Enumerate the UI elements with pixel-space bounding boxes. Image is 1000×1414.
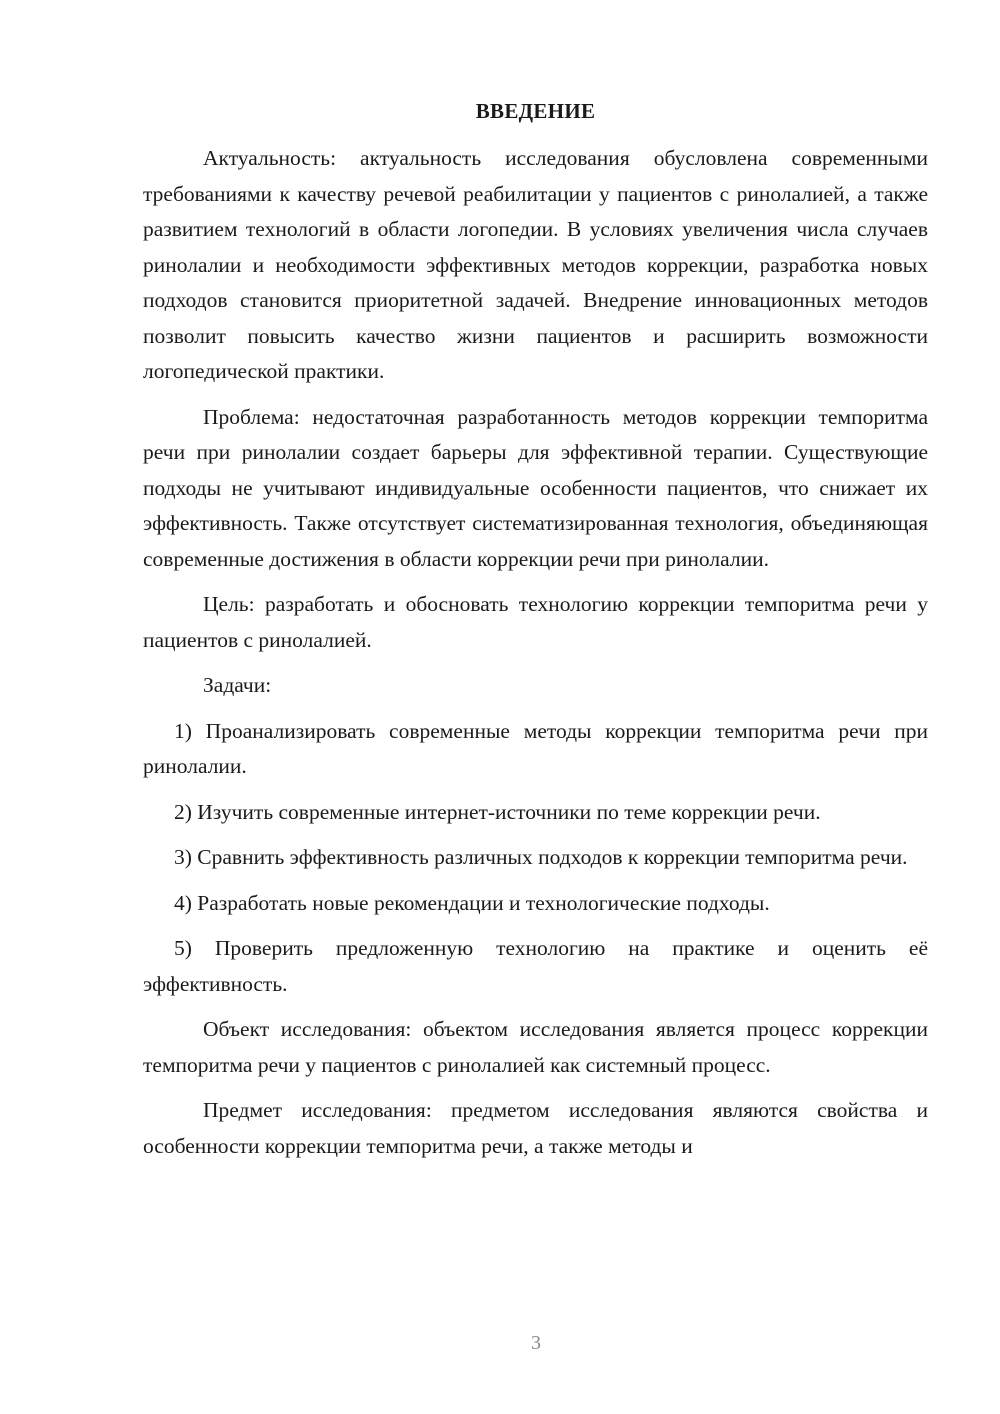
- paragraph-subject: Предмет исследования: предметом исследования являются свойства и особенности коррекции темпоритма речи, а также методы и: [143, 1098, 928, 1158]
- paragraph-goal: Цель: разработать и обосновать технологию коррекции темпоритма речи у пациентов с ринолалией.: [143, 592, 928, 652]
- task-item-1: 1) Проанализировать современные методы коррекции темпоритма речи при ринолалии.: [143, 718, 928, 778]
- paragraph-problem: Проблема: недостаточная разработанность методов коррекции темпоритма речи при ринолалии создает барьеры для эффективной терапии. Существующие подходы не учитывают индивидуальные особенности пациентов, что снижает их эффективность. Также отсутствует систематизированная технология, объединяющая современные достижения в области коррекции речи при ринолалии.: [143, 404, 928, 571]
- task-item-2: 2) Изучить современные интернет-источники по теме коррекции речи.: [174, 799, 821, 824]
- page-number: 3: [531, 1332, 541, 1354]
- task-item-3: 3) Сравнить эффективность различных подходов к коррекции темпоритма речи.: [174, 845, 908, 869]
- section-title: ВВЕДЕНИЕ: [475, 99, 596, 123]
- task-item-4: 4) Разработать новые рекомендации и технологические подходы.: [174, 890, 770, 915]
- paragraph-tasks-heading: Задачи:: [203, 673, 272, 697]
- paragraph-object: Объект исследования: объектом исследования является процесс коррекции темпоритма речи у пациентов с ринолалией как системный процесс.: [143, 1017, 928, 1077]
- body-text: [143, 141, 928, 1164]
- paragraph-relevance: Актуальность: актуальность исследования обусловлена современными требованиями к качеству речевой реабилитации у пациентов с ринолалией, а также развитием технологий в области логопедии. В условиях увеличения числа случаев ринолалии и необходимости эффективных методов коррекции, разработка новых подходов становится приоритетной задачей. Внедрение инновационных методов позволит повысить качество жизни пациентов и расширить возможности логопедической практики.: [143, 146, 928, 383]
- task-item-5: 5) Проверить предложенную технологию на практике и оценить её эффективность.: [143, 936, 928, 996]
